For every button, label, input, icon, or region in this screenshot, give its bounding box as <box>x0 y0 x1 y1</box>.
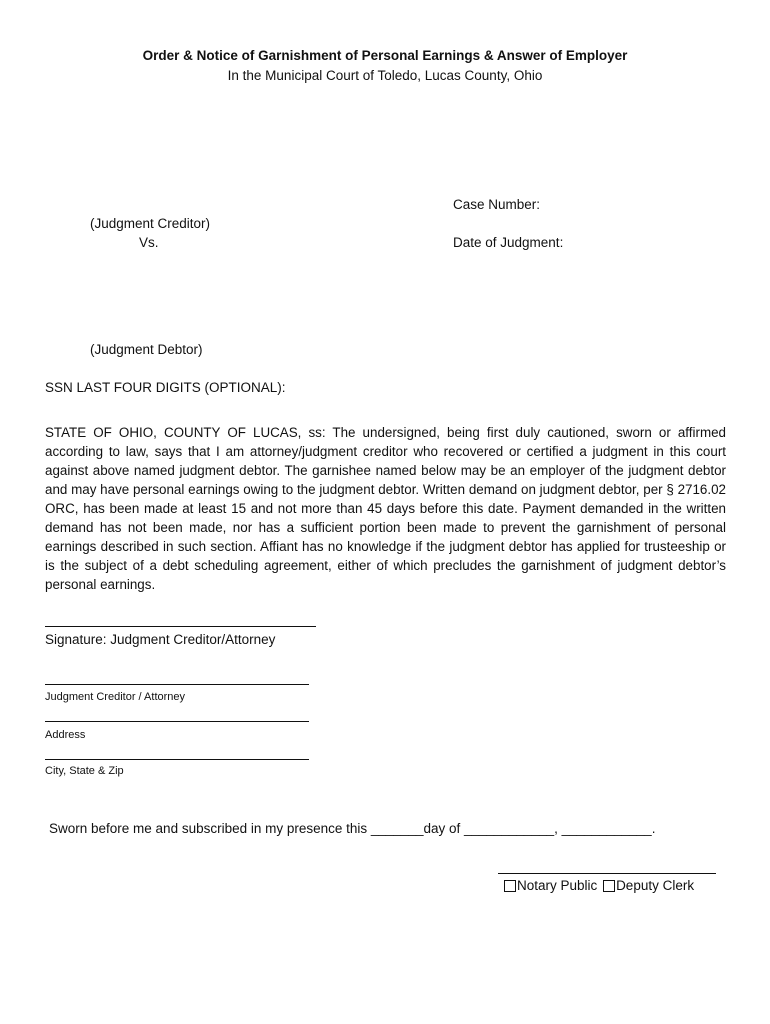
case-number-label: Case Number: <box>453 197 541 212</box>
deputy-clerk-checkbox[interactable] <box>603 880 615 892</box>
address-label: Address <box>45 729 86 741</box>
signature-line <box>45 626 316 627</box>
notary-public-checkbox[interactable] <box>504 880 516 892</box>
notary-public-label: Notary Public <box>517 878 598 893</box>
judgment-debtor-label: (Judgment Debtor) <box>90 342 203 357</box>
address-line <box>45 721 309 722</box>
creditor-attorney-line <box>45 684 309 685</box>
notary-signature-line <box>498 873 716 874</box>
affidavit-paragraph: STATE OF OHIO, COUNTY OF LUCAS, ss: The undersigned, being first duly cautioned, sworn or affirmed according to law, says that I am attorney/judgment creditor who recovered or certified a judgment in this court against above named judgment debtor. The garnishee named below may be an employer of the judgment debtor and may have personal earnings owing to the judgment debtor. Written demand on judgment debtor, per § 2716.02 ORC, has been made at least 15 and not more than 45 days before this date. Payment demanded in the written demand has not been made, nor has a sufficient portion been made to prevent the garnishment of personal earnings described in such section. Affiant has no knowledge if the judgment debtor has applied for trusteeship or is the subject of a debt scheduling agreement, either of which precludes the garnishment of judgment debtor’s personal earnings. <box>45 425 726 592</box>
court-name: In the Municipal Court of Toledo, Lucas County, Ohio <box>227 68 543 83</box>
signature-label: Signature: Judgment Creditor/Attorney <box>45 632 276 647</box>
creditor-attorney-label: Judgment Creditor / Attorney <box>45 691 186 703</box>
ssn-label: SSN LAST FOUR DIGITS (OPTIONAL): <box>45 380 286 395</box>
judgment-creditor-label: (Judgment Creditor) <box>90 216 211 231</box>
date-of-judgment-label: Date of Judgment: <box>453 235 564 250</box>
city-state-zip-line <box>45 759 309 760</box>
jurat-statement: Sworn before me and subscribed in my presence this _______day of ____________, ____________. <box>49 821 656 836</box>
officer-title-options <box>504 878 694 893</box>
document-title: Order & Notice of Garnishment of Personal Earnings & Answer of Employer <box>142 48 628 63</box>
city-state-zip-label: City, State & Zip <box>45 765 124 777</box>
versus-label: Vs. <box>139 235 159 250</box>
deputy-clerk-label: Deputy Clerk <box>616 878 695 893</box>
